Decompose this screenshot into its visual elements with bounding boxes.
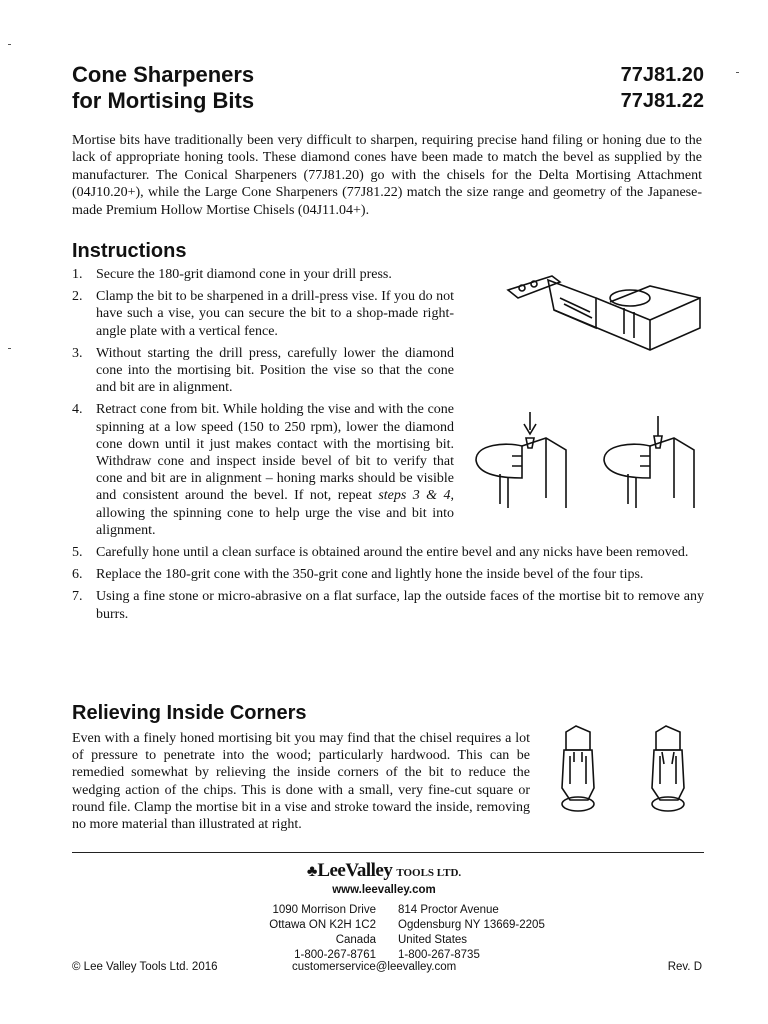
step-4: 4. Retract cone from bit. While holding the vise and with the cone spinning at a low speed (150 to 250 rpm), lower the diamond cone down until it just makes contact with the mortising bit. Withdraw cone and inspect inside bevel of bit to verify that cone and bit are in alignment – honing marks should be visible and consistent around the bevel. If not, repeat steps 3 & 4, allowing the spinning cone to help urge the vise and bit into alignment.	[72, 402, 454, 538]
step-text: Using a fine stone or micro-abrasive on a flat surface, lap the outside faces of the mortise bit to remove any burrs.	[96, 589, 704, 622]
scan-speck	[8, 44, 11, 45]
step-7: 7. Using a fine stone or micro-abrasive on a flat surface, lap the outside faces of the mortise bit to remove any burrs.	[72, 589, 704, 622]
website-link[interactable]: www.leevalley.com	[332, 884, 436, 896]
step-1: 1. Secure the 180-grit diamond cone in your drill press.	[72, 267, 392, 282]
step-2: 2. Clamp the bit to be sharpened in a drill-press vise. If you do not have such a vise, you can secure the bit to a shop-made right-angle plate with a vertical fence.	[72, 289, 454, 339]
step-text: Replace the 180-grit cone with the 350-grit cone and lightly hone the inside bevel of the four tips.	[96, 567, 644, 583]
vise-illustration	[500, 268, 712, 364]
relieving-paragraph: Even with a finely honed mortising bit you may find that the chisel requires a lot of pressure to penetrate into the wood; particularly hardwood. This can be remedied somewhat by relieving the inside corners of the bit to reduce the wedging action of the chips. This is done with a small, very fine-cut square or round file. Clamp the mortise bit in a vise and stroke toward the inside, removing no more material than illustrated at right.	[72, 731, 530, 833]
step-text: Secure the 180-grit diamond cone in your drill press.	[96, 267, 392, 282]
scan-speck	[736, 72, 739, 73]
step-text: Clamp the bit to be sharpened in a drill-press vise. If you do not have such a vise, you can secure the bit to a shop-made right-angle plate with a vertical fence.	[96, 289, 454, 339]
step-6: 6. Replace the 180-grit cone with the 350-grit cone and lightly hone the inside bevel of the four tips.	[72, 567, 644, 583]
product-code-1: 77J81.20	[620, 64, 704, 86]
step-text-end: , allowing the spinning cone to help urge the vise and bit into alignment.	[96, 488, 454, 538]
step-5: 5. Carefully hone until a clean surface is obtained around the entire bevel and any nicks have been removed.	[72, 545, 689, 561]
step-text: Carefully hone until a clean surface is obtained around the entire bevel and any nicks have been removed.	[96, 545, 689, 561]
tree-icon: ♣	[306, 863, 318, 880]
address-canada: 1090 Morrison Drive Ottawa ON K2H 1C2 Canada 1-800-267-8761	[269, 904, 376, 961]
intro-paragraph: Mortise bits have traditionally been very difficult to sharpen, requiring precise hand filing or honing due to the lack of appropriate honing tools. These diamond cones have been made to match the bevel as supplied by the manufacturer. The Conical Sharpeners (77J81.20) go with the chisels for the Delta Mortising Attachment (04J10.20+), while the Large Cone Sharpeners (77J81.22) match the size range and geometry of the Japanese-made Premium Hollow Mortise Chisels (04J11.04+).	[72, 133, 702, 218]
step-3: 3. Without starting the drill press, carefully lower the diamond cone into the mortising bit. Position the vise so that the cone and bit are in alignment.	[72, 345, 454, 396]
step-text: Retract cone from bit. While holding the vise and with the cone spinning at a low speed (150 to 250 rpm), lower the diamond cone down until it just makes contact with the mortising bit. Withdraw cone and inspect inside bevel of bit to verify that cone and bit are in alignment – honing marks should be visible and consistent around the bevel. If not, repeat	[96, 402, 454, 504]
step-ref: steps 3 & 4	[378, 488, 451, 504]
lee-valley-logo: ♣LeeValley TOOLS LTD.	[306, 860, 462, 881]
product-codes	[621, 62, 704, 114]
title-line-2: for Mortising Bits	[72, 88, 255, 113]
scan-speck	[8, 348, 11, 349]
email-link[interactable]: customerservice@leevalley.com	[292, 961, 457, 973]
chisel-tips-illustration	[552, 722, 704, 818]
step-text: Without starting the drill press, carefully lower the diamond cone into the mortising bit. Position the vise so that the cone and bit are in alignment.	[96, 345, 454, 396]
address-us: 814 Proctor Avenue Ogdensburg NY 13669-2205 United States 1-800-267-8735	[398, 904, 545, 961]
revision-label: Rev. D	[667, 961, 702, 973]
product-code-2: 77J81.22	[620, 90, 704, 112]
page-title	[72, 62, 712, 114]
footer-divider	[72, 852, 704, 853]
cone-bit-illustration	[466, 408, 714, 518]
title-line-1: Cone Sharpeners	[72, 62, 255, 87]
copyright-text: © Lee Valley Tools Ltd. 2016	[72, 961, 218, 973]
relieving-heading: Relieving Inside Corners	[72, 702, 307, 724]
instructions-heading: Instructions	[72, 240, 187, 262]
